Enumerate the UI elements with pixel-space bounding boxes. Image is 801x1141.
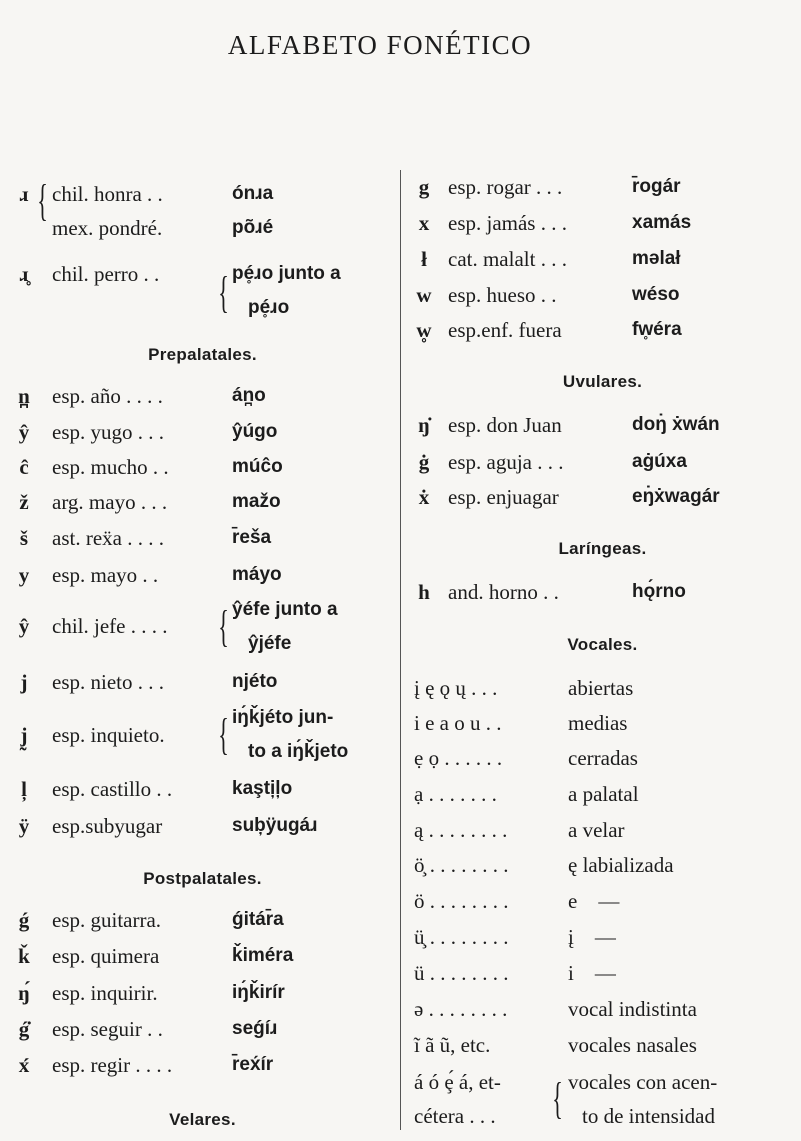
transcription: r̄ogár xyxy=(632,176,681,197)
example-word: arg. mayo . . . xyxy=(52,490,168,514)
transcription: máyo xyxy=(232,564,282,585)
section-heading-postpalatales: Postpalatales. xyxy=(143,869,262,888)
transcription: doŋ̇ ẋwán xyxy=(632,414,720,435)
transcription: xamás xyxy=(632,212,692,233)
example-word: mex. pondré. xyxy=(52,216,163,240)
example-word: esp. rogar . . . xyxy=(448,175,563,199)
transcription: ǩiméra xyxy=(232,945,294,966)
vowel-description: abiertas xyxy=(568,676,634,700)
transcription: põɹé xyxy=(232,217,274,238)
transcription: iŋ́ǩjéto jun- xyxy=(232,707,334,728)
example-word: esp. yugo . . . xyxy=(52,420,164,444)
vowel-symbols: ü̧ . . . . . . . . xyxy=(414,925,509,949)
vowel-symbols: ö̧ . . . . . . . . xyxy=(414,853,509,877)
transcription: pé̥ɹo junto a xyxy=(232,263,341,284)
transcription: ónɹa xyxy=(232,183,274,204)
phonetic-symbol: ŋ́ xyxy=(18,981,30,1005)
vowel-description: vocales con acen- xyxy=(568,1070,718,1094)
example-word: and. horno . . xyxy=(448,580,559,604)
example-word: esp. hueso . . xyxy=(448,283,557,307)
vowel-symbols: ą . . . . . . . . xyxy=(414,818,508,842)
brace: { xyxy=(218,268,229,317)
vowel-symbols: á ó ȩ́ á, et- xyxy=(414,1070,501,1094)
transcription: njéto xyxy=(232,671,278,692)
transcription: r̄ex́ír xyxy=(232,1054,274,1075)
section-heading-velares: Velares. xyxy=(169,1110,236,1129)
vowel-description: a palatal xyxy=(568,782,639,806)
phonetic-symbol: ǩ xyxy=(18,944,30,968)
phonetic-symbol: ɹ xyxy=(19,182,29,206)
example-word: esp. mayo . . xyxy=(52,563,159,587)
phonetic-symbol: ł xyxy=(421,247,427,271)
vowel-symbols: cétera . . . xyxy=(414,1104,496,1128)
page-title: ALFABETO FONÉTICO xyxy=(227,30,533,60)
vowel-description: medias xyxy=(568,711,628,735)
transcription: wéso xyxy=(632,284,680,305)
phonetic-symbol: n̪ xyxy=(18,384,30,408)
phonetic-symbol: j̰ xyxy=(20,723,28,747)
example-word: esp. jamás . . . xyxy=(448,211,567,235)
phonetic-symbol: x́ xyxy=(18,1053,30,1077)
transcription: ŷúgo xyxy=(232,421,278,442)
phonetic-symbol: x xyxy=(418,211,430,235)
vowel-description: to de intensidad xyxy=(582,1104,715,1128)
phonetic-symbol: ẋ xyxy=(418,485,430,509)
phonetic-symbol: w̥ xyxy=(416,318,432,342)
transcription: eŋ̇ẋwagár xyxy=(632,486,720,507)
transcription: ŷjéfe xyxy=(248,633,292,654)
example-word: esp. guitarra. xyxy=(52,908,162,932)
brace: { xyxy=(218,710,229,759)
vowel-description: a velar xyxy=(568,818,625,842)
phonetic-symbol: j xyxy=(20,670,28,694)
phonetic-symbol: y xyxy=(18,563,30,587)
example-word: esp. inquirir. xyxy=(52,981,158,1005)
transcription: ŷéfe junto a xyxy=(232,599,338,620)
column-divider xyxy=(400,170,401,1130)
vowel-symbols: i e a o u . . xyxy=(414,711,502,735)
example-word: esp. inquieto. xyxy=(52,723,165,747)
transcription: ǵitár̄a xyxy=(232,909,284,930)
vowel-description: e — xyxy=(568,889,620,913)
section-heading-prepalatales: Prepalatales. xyxy=(148,345,257,364)
example-word: esp. quimera xyxy=(52,944,160,968)
vowel-symbols: ạ . . . . . . . xyxy=(414,782,497,806)
transcription: aġúxa xyxy=(632,451,687,472)
transcription: to a iŋ́ǩjeto xyxy=(248,741,349,762)
phonetic-symbol: ġ xyxy=(418,450,430,474)
example-word: cat. malalt . . . xyxy=(448,247,567,271)
vowel-symbols: ĩ ã ũ, etc. xyxy=(414,1033,491,1057)
vowel-symbols: ə . . . . . . . . xyxy=(414,997,508,1021)
brace: { xyxy=(552,1074,563,1123)
phonetic-symbol: g xyxy=(418,175,430,199)
transcription: án̪o xyxy=(232,385,266,406)
transcription: pé̥ɹo xyxy=(248,297,290,318)
section-heading-uvulares: Uvulares. xyxy=(562,372,643,391)
transcription: r̄eša xyxy=(232,527,272,548)
phonetic-symbol: h xyxy=(418,580,430,604)
phonetic-symbol: ŋ̇ xyxy=(418,413,430,437)
example-word: esp.subyugar xyxy=(52,814,163,838)
section-heading-vocales: Vocales. xyxy=(567,635,638,654)
vowel-description: vocales nasales xyxy=(568,1033,697,1057)
vowel-description: į — xyxy=(568,925,616,949)
vowel-description: i — xyxy=(568,961,616,985)
phonetic-symbol: ŷ xyxy=(18,614,30,638)
phonetic-symbol: ǵ̇ xyxy=(18,1017,30,1041)
example-word: esp. enjuagar xyxy=(448,485,559,509)
transcription: kaşti̦l̦o xyxy=(232,778,293,799)
transcription: məlał xyxy=(632,248,681,269)
vowel-symbols: ẹ ọ . . . . . . xyxy=(414,746,503,770)
vowel-description: cerradas xyxy=(568,746,638,770)
phonetic-symbol: ĉ xyxy=(19,455,29,479)
phonetic-symbol: ŷ xyxy=(18,420,30,444)
example-word: esp. aguja . . . xyxy=(448,450,564,474)
transcription: seǵíɹ xyxy=(232,1018,278,1039)
example-word: chil. honra . . xyxy=(52,182,163,206)
example-word: chil. perro . . xyxy=(52,262,160,286)
vowel-description: vocal indistinta xyxy=(568,997,697,1021)
example-word: esp. nieto . . . xyxy=(52,670,164,694)
vowel-symbols: į ę ǫ ų . . . xyxy=(414,676,498,700)
example-word: esp. don Juan xyxy=(448,413,562,437)
vowel-symbols: ü . . . . . . . . xyxy=(414,961,509,985)
transcription: múĉo xyxy=(232,456,283,477)
brace: { xyxy=(37,176,48,225)
example-word: ast. reẍa . . . . xyxy=(52,526,164,550)
example-word: esp. seguir . . xyxy=(52,1017,163,1041)
example-word: esp.enf. fuera xyxy=(448,318,562,342)
phonetic-symbol: š xyxy=(19,526,29,550)
example-word: esp. año . . . . xyxy=(52,384,163,408)
brace: { xyxy=(218,602,229,651)
transcription: mažo xyxy=(232,491,281,512)
phonetic-symbol: ɹ̥ xyxy=(19,262,29,286)
transcription: fw̥éra xyxy=(632,319,682,340)
section-heading-laringeas: Laríngeas. xyxy=(558,539,647,558)
example-word: esp. regir . . . . xyxy=(52,1053,173,1077)
example-word: chil. jefe . . . . xyxy=(52,614,168,638)
vowel-symbols: ö . . . . . . . . xyxy=(414,889,509,913)
example-word: esp. castillo . . xyxy=(52,777,173,801)
transcription: hǫ́rno xyxy=(632,581,686,602)
phonetic-symbol: w xyxy=(416,283,432,307)
phonetic-symbol: ž xyxy=(19,490,29,514)
vowel-description: ę labializada xyxy=(568,853,674,877)
example-word: esp. mucho . . xyxy=(52,455,169,479)
transcription: sub̦ÿugáɹ xyxy=(232,815,318,836)
phonetic-symbol: ÿ xyxy=(18,814,30,838)
transcription: iŋ́ǩirír xyxy=(232,982,285,1003)
phonetic-symbol: l̦ xyxy=(21,777,27,801)
phonetic-symbol: ǵ xyxy=(18,908,30,932)
